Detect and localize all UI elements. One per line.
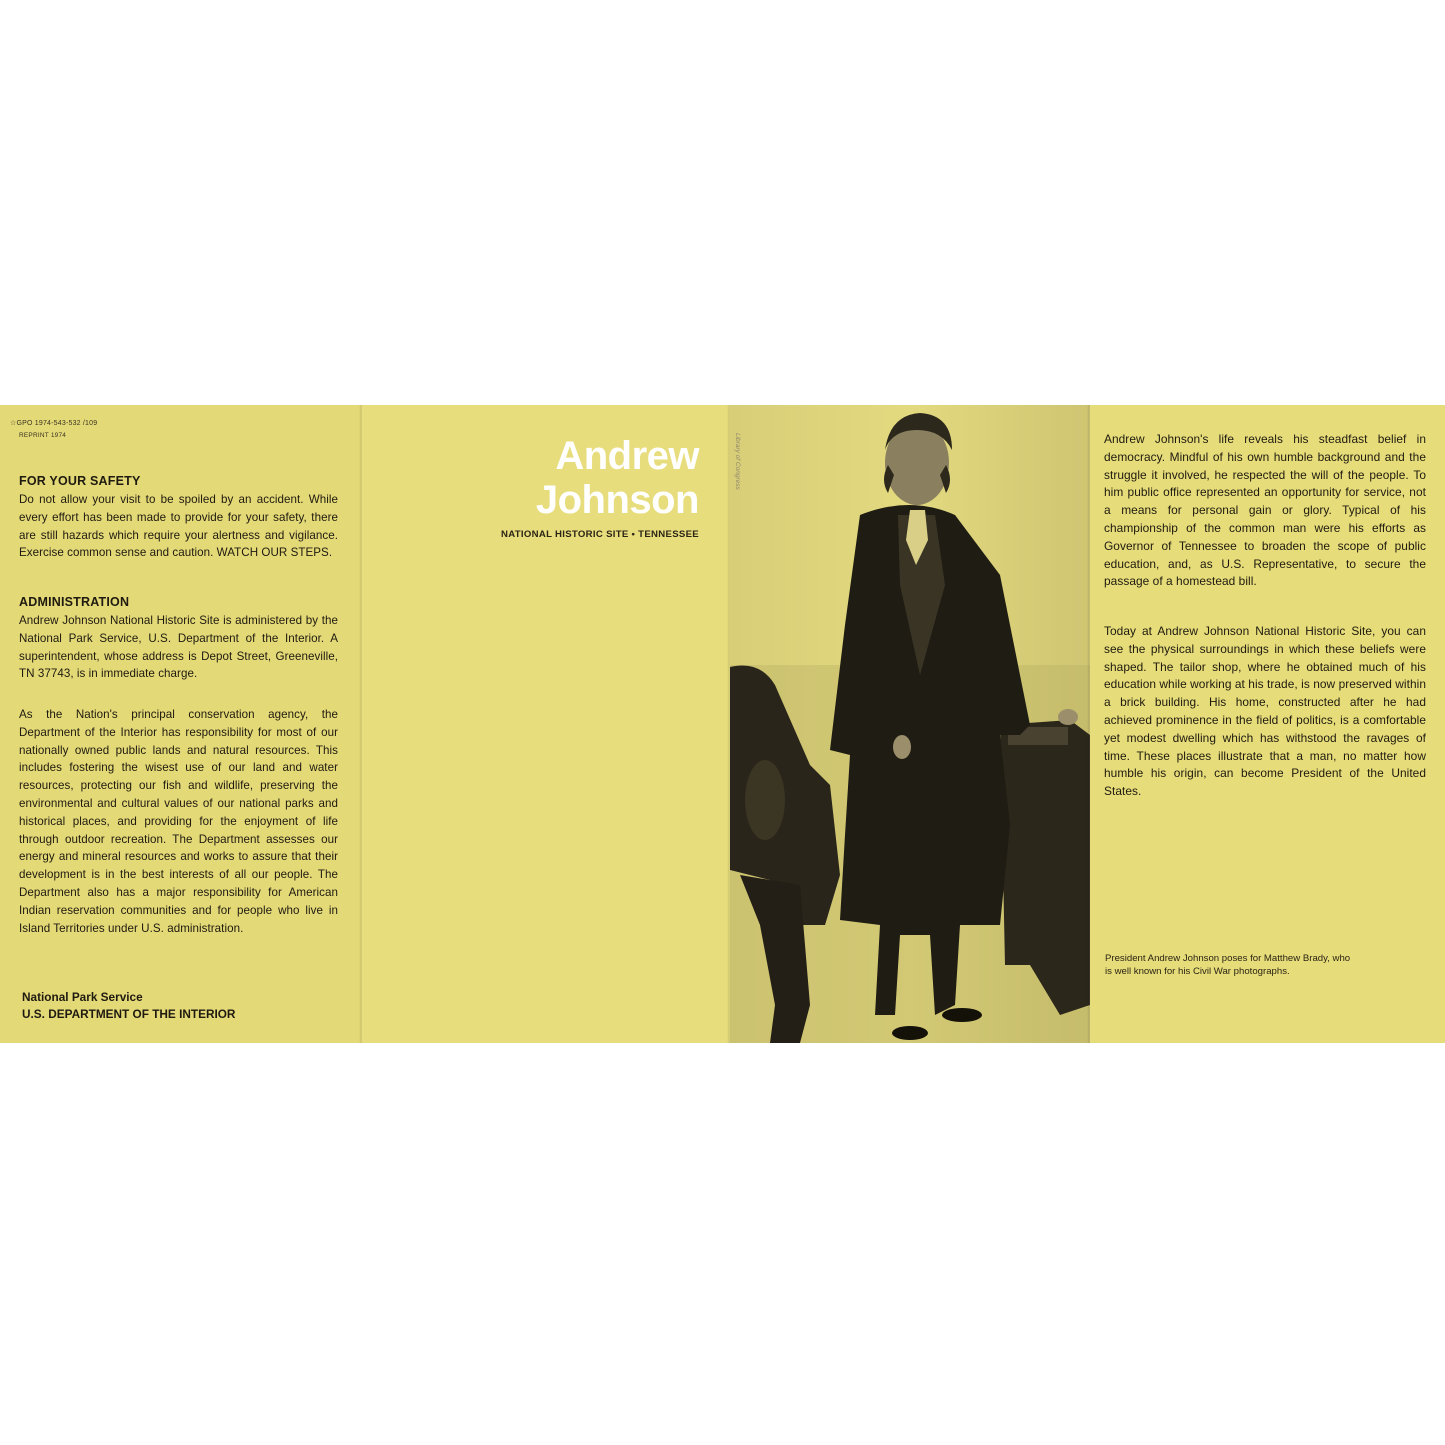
intro-paragraph-1: Andrew Johnson's life reveals his steadfast belief in democracy. Mindful of his own humble background and the struggle it involved, he respected the will of the people. To him public office represented an opportunity for service, not a means for personal gain or glory. Typical of his championship of the common man were his efforts as Governor of Tennessee to broaden the scope of public education, and, as U.S. Representative, to secure the passage of a homestead bill. — [1104, 432, 1426, 589]
intro-paragraph-2: Today at Andrew Johnson National Historic Site, you can see the physical surroundings in which these beliefs were shaped. The tailor shop, where he obtained much of his education while working at his trade, is now preserved within a brick building. His home, constructed after he had achieved prominence in the field of politics, is a comfortable yet modest dwelling which has withstood the ravages of time. These places illustrate that a man, no matter how humble his origin, can become President of the United States. — [1104, 624, 1426, 799]
agency-text: As the Nation's principal conservation agency, the Department of the Interior has responsibility for most of our nationally owned public lands and natural resources. This includes fostering the wisest use of our land and water resources, protecting our fish and wildlife, preserving the environmental and cultural values of our national parks and historical places, and providing for the enjoyment of life through outdoor recreation. The Department assesses our energy and mineral resources and works to assure that their development is in the best interests of all our people. The Department also has a major responsibility for American Indian reservation communities and for people who live in Island Territories under U.S. administration. — [19, 708, 338, 935]
admin-heading: ADMINISTRATION — [19, 595, 130, 609]
safety-heading: FOR YOUR SAFETY — [19, 474, 141, 488]
safety-text: Do not allow your visit to be spoiled by an accident. While every effort has been made to provide for your safety, there are still hazards which require your alertness and vigilance. Exercise common sense and caution. WATCH OUR STEPS. — [19, 493, 338, 560]
portrait-photo — [730, 405, 1090, 1043]
brochure — [0, 405, 1445, 1043]
photo-caption: President Andrew Johnson poses for Matthew Brady, who is well known for his Civil War photographs. — [1105, 953, 1351, 977]
portrait-illustration — [730, 405, 1090, 1043]
gpo-code: ☆GPO 1974-543-532 /109 — [10, 420, 98, 427]
title-johnson: Johnson — [535, 478, 699, 522]
reprint-note: REPRINT 1974 — [19, 432, 67, 439]
panel-intro-text — [1090, 405, 1445, 1043]
panel-cover — [362, 405, 730, 1043]
title-andrew: Andrew — [555, 434, 699, 478]
signature-doi: U.S. DEPARTMENT OF THE INTERIOR — [22, 1007, 236, 1021]
signature-nps: National Park Service — [22, 990, 143, 1004]
site-subtitle: NATIONAL HISTORIC SITE • TENNESSEE — [501, 529, 699, 540]
photo-credit: Library of Congress — [734, 433, 741, 490]
panel-back-info — [0, 405, 362, 1043]
admin-text: Andrew Johnson National Historic Site is administered by the National Park Service, U.S. Department of the Interior. A superintendent, whose address is Depot Street, Greeneville, TN 37743, is in immediate charge. — [19, 614, 338, 681]
